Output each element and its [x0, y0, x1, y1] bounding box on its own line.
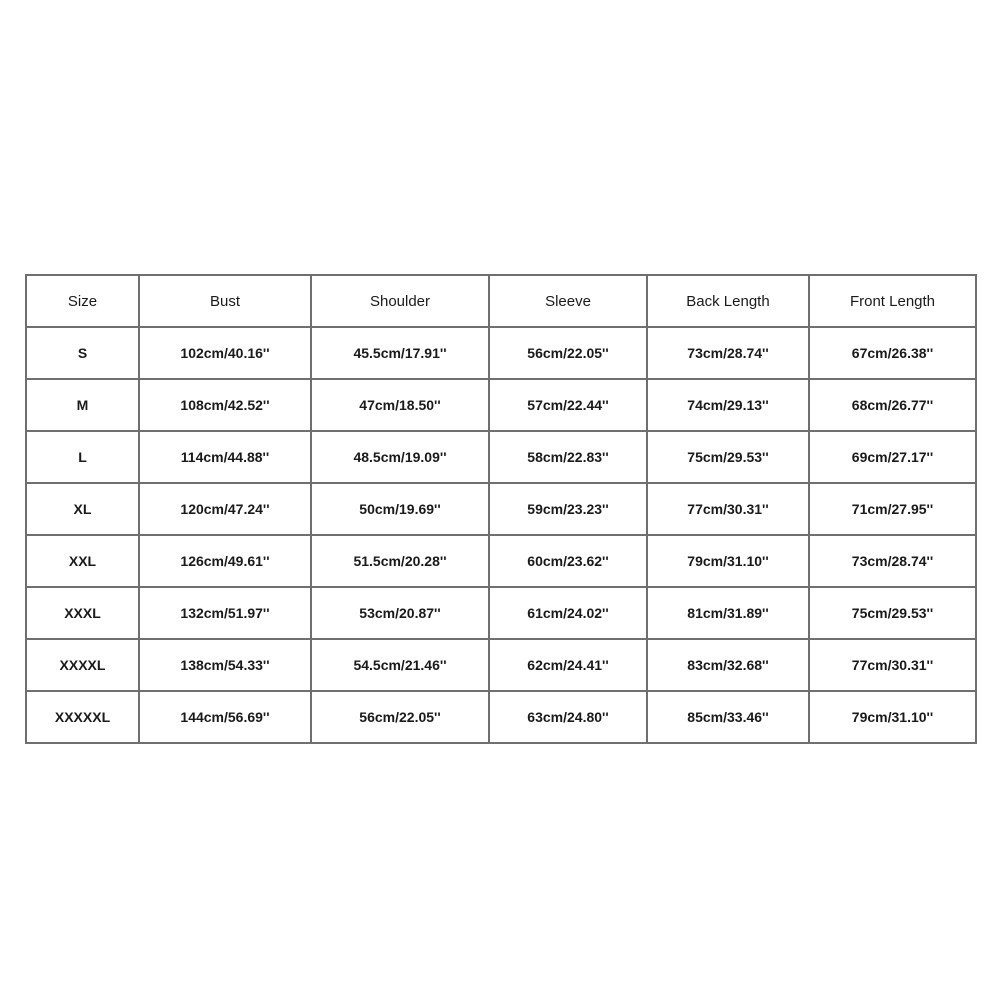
- cell-size: M: [26, 379, 139, 431]
- cell-size: XXL: [26, 535, 139, 587]
- cell-bust: 120cm/47.24'': [139, 483, 311, 535]
- cell-shoulder: 47cm/18.50'': [311, 379, 489, 431]
- cell-size: L: [26, 431, 139, 483]
- cell-size: XXXXXL: [26, 691, 139, 743]
- table-header: [26, 275, 976, 327]
- cell-front-length: 73cm/28.74'': [809, 535, 976, 587]
- cell-front-length: 77cm/30.31'': [809, 639, 976, 691]
- cell-shoulder: 53cm/20.87'': [311, 587, 489, 639]
- cell-front-length: 79cm/31.10'': [809, 691, 976, 743]
- cell-bust: 144cm/56.69'': [139, 691, 311, 743]
- cell-sleeve: 63cm/24.80'': [489, 691, 647, 743]
- size-chart: [25, 274, 975, 726]
- header-front-length: Front Length: [809, 275, 976, 327]
- cell-shoulder: 54.5cm/21.46'': [311, 639, 489, 691]
- cell-front-length: 68cm/26.77'': [809, 379, 976, 431]
- table-row: [26, 483, 976, 535]
- cell-back-length: 73cm/28.74'': [647, 327, 809, 379]
- cell-bust: 132cm/51.97'': [139, 587, 311, 639]
- cell-front-length: 67cm/26.38'': [809, 327, 976, 379]
- header-size: Size: [26, 275, 139, 327]
- cell-bust: 102cm/40.16'': [139, 327, 311, 379]
- cell-bust: 138cm/54.33'': [139, 639, 311, 691]
- table-row: [26, 327, 976, 379]
- cell-bust: 126cm/49.61'': [139, 535, 311, 587]
- cell-shoulder: 50cm/19.69'': [311, 483, 489, 535]
- cell-bust: 114cm/44.88'': [139, 431, 311, 483]
- cell-size: XL: [26, 483, 139, 535]
- cell-shoulder: 45.5cm/17.91'': [311, 327, 489, 379]
- cell-back-length: 74cm/29.13'': [647, 379, 809, 431]
- table-row: [26, 587, 976, 639]
- header-bust: Bust: [139, 275, 311, 327]
- table-row: [26, 379, 976, 431]
- cell-back-length: 75cm/29.53'': [647, 431, 809, 483]
- cell-sleeve: 57cm/22.44'': [489, 379, 647, 431]
- cell-back-length: 81cm/31.89'': [647, 587, 809, 639]
- cell-back-length: 77cm/30.31'': [647, 483, 809, 535]
- table-row: [26, 431, 976, 483]
- cell-back-length: 83cm/32.68'': [647, 639, 809, 691]
- table-body: [26, 327, 976, 743]
- table-row: [26, 639, 976, 691]
- cell-shoulder: 48.5cm/19.09'': [311, 431, 489, 483]
- cell-front-length: 75cm/29.53'': [809, 587, 976, 639]
- cell-back-length: 79cm/31.10'': [647, 535, 809, 587]
- cell-size: S: [26, 327, 139, 379]
- cell-bust: 108cm/42.52'': [139, 379, 311, 431]
- cell-shoulder: 51.5cm/20.28'': [311, 535, 489, 587]
- header-sleeve: Sleeve: [489, 275, 647, 327]
- size-table: [25, 274, 977, 744]
- cell-sleeve: 62cm/24.41'': [489, 639, 647, 691]
- header-shoulder: Shoulder: [311, 275, 489, 327]
- header-row: [26, 275, 976, 327]
- cell-front-length: 69cm/27.17'': [809, 431, 976, 483]
- cell-sleeve: 58cm/22.83'': [489, 431, 647, 483]
- table-row: [26, 691, 976, 743]
- table-row: [26, 535, 976, 587]
- cell-shoulder: 56cm/22.05'': [311, 691, 489, 743]
- cell-size: XXXXL: [26, 639, 139, 691]
- cell-front-length: 71cm/27.95'': [809, 483, 976, 535]
- cell-size: XXXL: [26, 587, 139, 639]
- cell-back-length: 85cm/33.46'': [647, 691, 809, 743]
- cell-sleeve: 59cm/23.23'': [489, 483, 647, 535]
- header-back-length: Back Length: [647, 275, 809, 327]
- cell-sleeve: 56cm/22.05'': [489, 327, 647, 379]
- cell-sleeve: 60cm/23.62'': [489, 535, 647, 587]
- cell-sleeve: 61cm/24.02'': [489, 587, 647, 639]
